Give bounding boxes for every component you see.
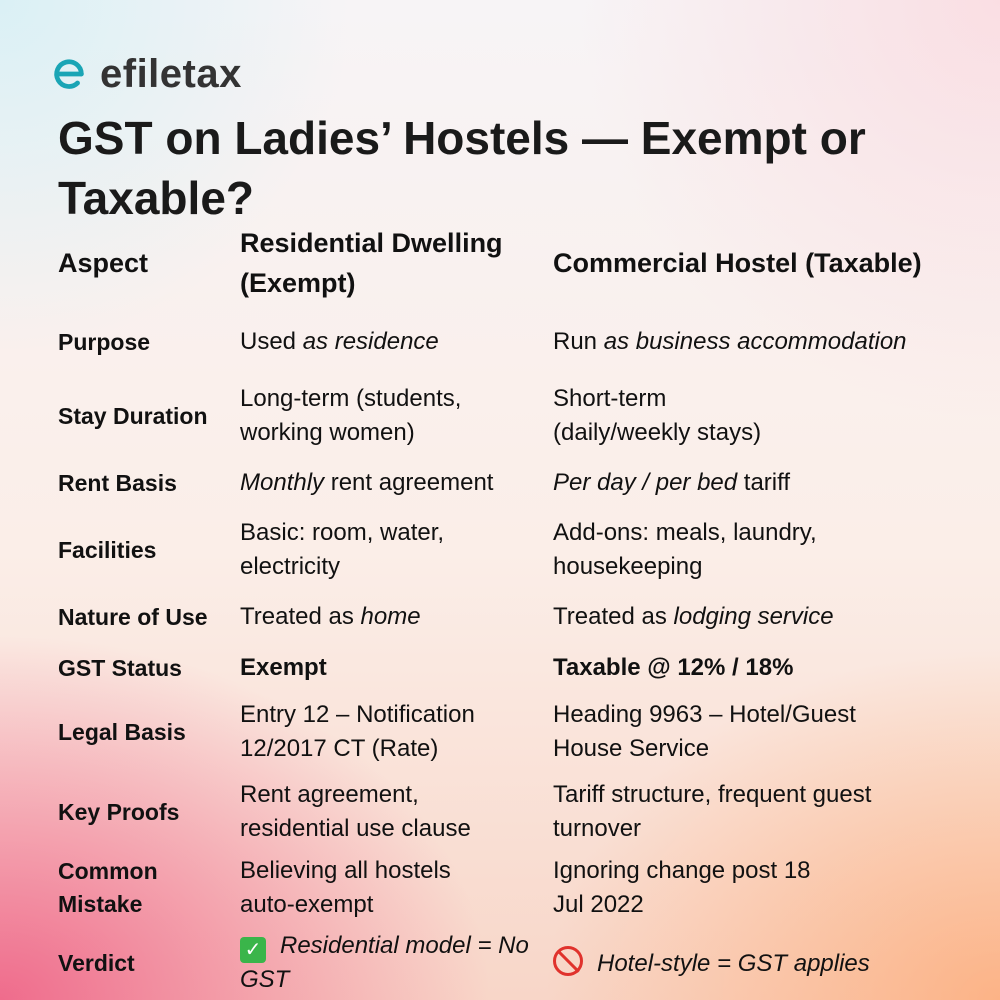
commercial-cell: Tariff structure, frequent guest turnover xyxy=(553,781,872,842)
table-row xyxy=(0,929,1000,997)
table-row xyxy=(0,777,1000,847)
table-row xyxy=(0,515,1000,585)
header-residential: Residential Dwelling (Exempt) xyxy=(240,228,503,298)
commercial-cell: Add-ons: meals, laundry, housekeeping xyxy=(553,519,817,580)
table-row xyxy=(0,648,1000,688)
aspect-cell: GST Status xyxy=(58,654,182,681)
commercial-cell: Treated as lodging service xyxy=(553,603,834,630)
table-row xyxy=(0,597,1000,637)
commercial-cell: Per day / per bed tariff xyxy=(553,469,791,496)
aspect-cell: Stay Duration xyxy=(58,402,208,429)
table-row xyxy=(0,853,1000,923)
table-header xyxy=(0,222,1000,304)
commercial-cell: Taxable @ 12% / 18% xyxy=(553,654,794,681)
residential-cell: Monthly rent agreement xyxy=(240,469,494,496)
residential-cell: Exempt xyxy=(240,654,327,681)
residential-cell: ✓ Residential model = No GST xyxy=(240,932,529,993)
aspect-cell: Verdict xyxy=(58,949,135,976)
efiletax-logo-icon xyxy=(50,55,88,93)
commercial-cell: Short-term (daily/weekly stays) xyxy=(553,385,762,446)
residential-cell: Believing all hostels auto-exempt xyxy=(240,857,451,918)
header-commercial: Commercial Hostel (Taxable) xyxy=(553,248,922,278)
aspect-cell: Nature of Use xyxy=(58,603,208,630)
brand-name: efiletax xyxy=(100,52,242,96)
aspect-cell: Facilities xyxy=(58,536,157,563)
aspect-cell: Purpose xyxy=(58,328,151,355)
brand-logo xyxy=(50,54,242,94)
residential-cell: Treated as home xyxy=(240,603,421,630)
commercial-cell: Ignoring change post 18 Jul 2022 xyxy=(553,857,811,918)
residential-cell: Long-term (students, working women) xyxy=(240,385,462,446)
residential-cell: Entry 12 – Notification 12/2017 CT (Rate) xyxy=(240,701,475,762)
residential-cell: Rent agreement, residential use clause xyxy=(240,781,471,842)
table-row xyxy=(0,697,1000,767)
commercial-cell: Heading 9963 – Hotel/Guest House Service xyxy=(553,701,856,762)
header-aspect: Aspect xyxy=(58,247,149,278)
page-title: GST on Ladies’ Hostels — Exempt or Taxable? xyxy=(58,112,866,224)
no-entry-icon xyxy=(553,946,583,976)
aspect-cell: Legal Basis xyxy=(58,718,186,745)
aspect-cell: Key Proofs xyxy=(58,798,180,825)
aspect-cell: Common Mistake xyxy=(58,858,158,917)
table-row xyxy=(0,322,1000,362)
table-row xyxy=(0,463,1000,503)
residential-cell: Used as residence xyxy=(240,328,439,355)
commercial-cell: Hotel-style = GST applies xyxy=(553,929,973,997)
aspect-cell: Rent Basis xyxy=(58,469,177,496)
table-row xyxy=(0,381,1000,451)
residential-cell: Basic: room, water, electricity xyxy=(240,519,445,580)
commercial-cell: Run as business accommodation xyxy=(553,328,907,355)
check-mark-icon: ✓ xyxy=(240,937,266,963)
